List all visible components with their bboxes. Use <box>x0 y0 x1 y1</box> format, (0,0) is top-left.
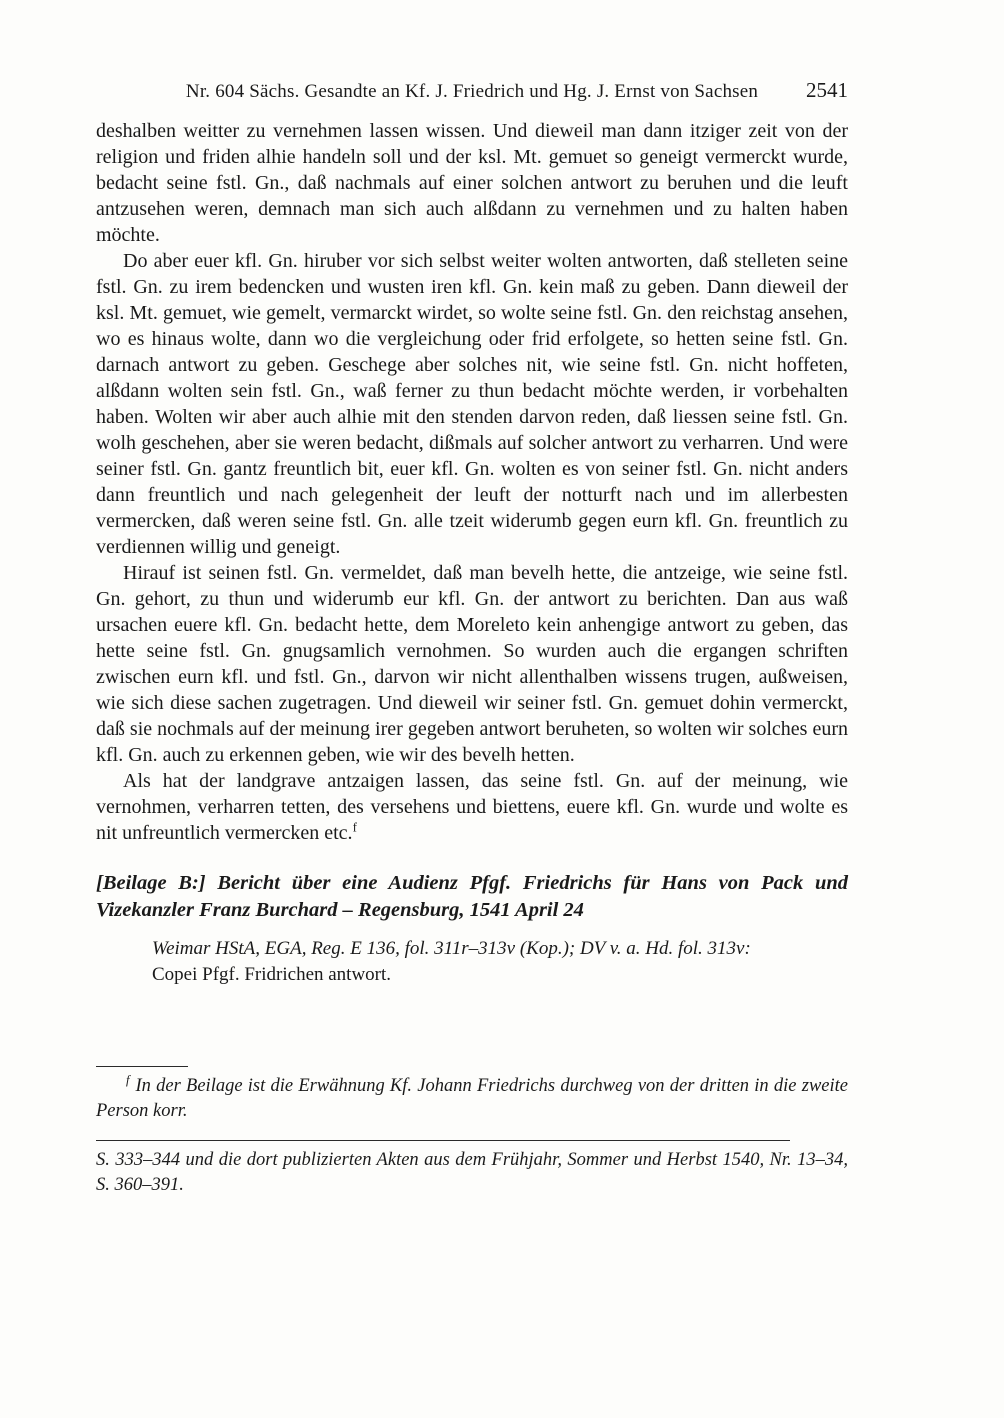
footnote-area <box>96 1066 848 1198</box>
footnote-text: In der Beilage ist die Erwähnung Kf. Johann Friedrichs durchweg von der dritten in die zweite Person korr. <box>96 1076 848 1121</box>
continuation-separator-rule <box>96 1140 790 1141</box>
paragraph: Hirauf ist seinen fstl. Gn. vermeldet, daß man bevelh hette, die antzeige, wie seine fstl. Gn. gehort, zu thun und widerumb eur kfl. Gn. der antwort zu berichten. Dan aus waß ursachen euere kfl. Gn. bedacht hette, dem Moreleto kein anhengige antwort zu geben, das hette seine fstl. Gn. gnugsamlich vernohmen. So wurden auch die ergangen schriften zwischen eurn kfl. und fstl. Gn., darvon wir nicht allenthalben wissens trugen, außweisen, wie sich diese sachen zugetragen. Und dieweil wir seiner fstl. Gn. gemuet dohin vermerckt, daß sie nochmals auf der meinung irer gegeben antwort beruheten, so wolten wir solches eurn kfl. Gn. auch zu erkennen geben, wie wir des bevelh hetten. <box>96 562 848 766</box>
footnote-ref-f: f <box>352 819 357 835</box>
paragraph <box>96 768 848 846</box>
footnote-marker-f: f <box>126 1072 130 1087</box>
paragraph-text: Als hat der landgrave antzaigen lassen, das seine fstl. Gn. auf der meinung, wie vernohmen, verharren tetten, des versehens und biettens, euere kfl. Gn. wurde und wolte es nit unfreuntlich vermercken etc. <box>96 770 848 844</box>
page-number: 2541 <box>806 78 848 102</box>
source-reference: Weimar HStA, EGA, Reg. E 136, fol. 311r–313v (Kop.); DV v. a. Hd. fol. 313v: <box>152 938 751 959</box>
beilage-heading: [Beilage B:] Bericht über eine Audienz Pfgf. Friedrichs für Hans von Pack und Vizekanzler Franz Burchard – Regensburg, 1541 April 24 <box>96 872 848 921</box>
running-header <box>96 80 848 104</box>
footnote-continuation: S. 333–344 und die dort publizierten Akten aus dem Frühjahr, Sommer und Herbst 1540, Nr. 13–34, S. 360–391. <box>96 1150 848 1195</box>
dorsal-note: Copei Pfgf. Fridrichen antwort. <box>152 964 392 985</box>
main-text <box>96 118 848 846</box>
header-title: Nr. 604 Sächs. Gesandte an Kf. J. Friedrich und Hg. J. Ernst von Sachsen <box>185 81 759 102</box>
archival-source-note <box>152 936 848 988</box>
beilage-section <box>96 870 848 988</box>
footnote-f <box>96 1074 848 1124</box>
footnote-separator-rule <box>96 1066 188 1067</box>
paragraph: Do aber euer kfl. Gn. hiruber vor sich selbst weiter wolten antworten, daß stelleten seine fstl. Gn. zu irem bedencken und wusten iren kfl. Gn. kein maß zu geben. Dann dieweil der ksl. Mt. gemuet, wie gemelt, vermarckt wirdet, so wolte seine fstl. Gn. den reichstag ansehen, wo es hinaus wolte, dann wo die vergleichung oder frid erfolgete, so hetten seine fstl. Gn. darnach antwort zu geben. Geschege aber solches nit, wie seine fstl. Gn. nicht hoffeten, alßdann wolten sein fstl. Gn., waß ferner zu thun bedacht möchte werden, ir vorbehalten haben. Wolten wir aber auch alhie mit den stenden darvon reden, daß liessen seine fstl. Gn. wolh geschehen, aber sie weren bedacht, dißmals auf solcher antwort zu verharren. Und were seiner fstl. Gn. gantz freuntlich bit, euer kfl. Gn. wolten es von seiner fstl. Gn. nicht anders dann freuntlich und nach gelegenheit der leuft der notturft nach und im allerbesten vermercken, daß weren seine fstl. Gn. alle tzeit widerumb gegen eurn kfl. Gn. freuntlich zu verdiennen willig und geneigt. <box>96 250 848 558</box>
paragraph: deshalben weitter zu vernehmen lassen wissen. Und dieweil man dann itziger zeit von der religion und friden alhie handeln soll und der ksl. Mt. gemuet so geneigt vermerckt wurde, bedacht seine fstl. Gn., daß nachmals auf einer solchen antwort zu beruhen und die leuft antzusehen weren, demnach man sich auch alßdann zu vernehmen und zu halten haben möchte. <box>96 120 848 246</box>
